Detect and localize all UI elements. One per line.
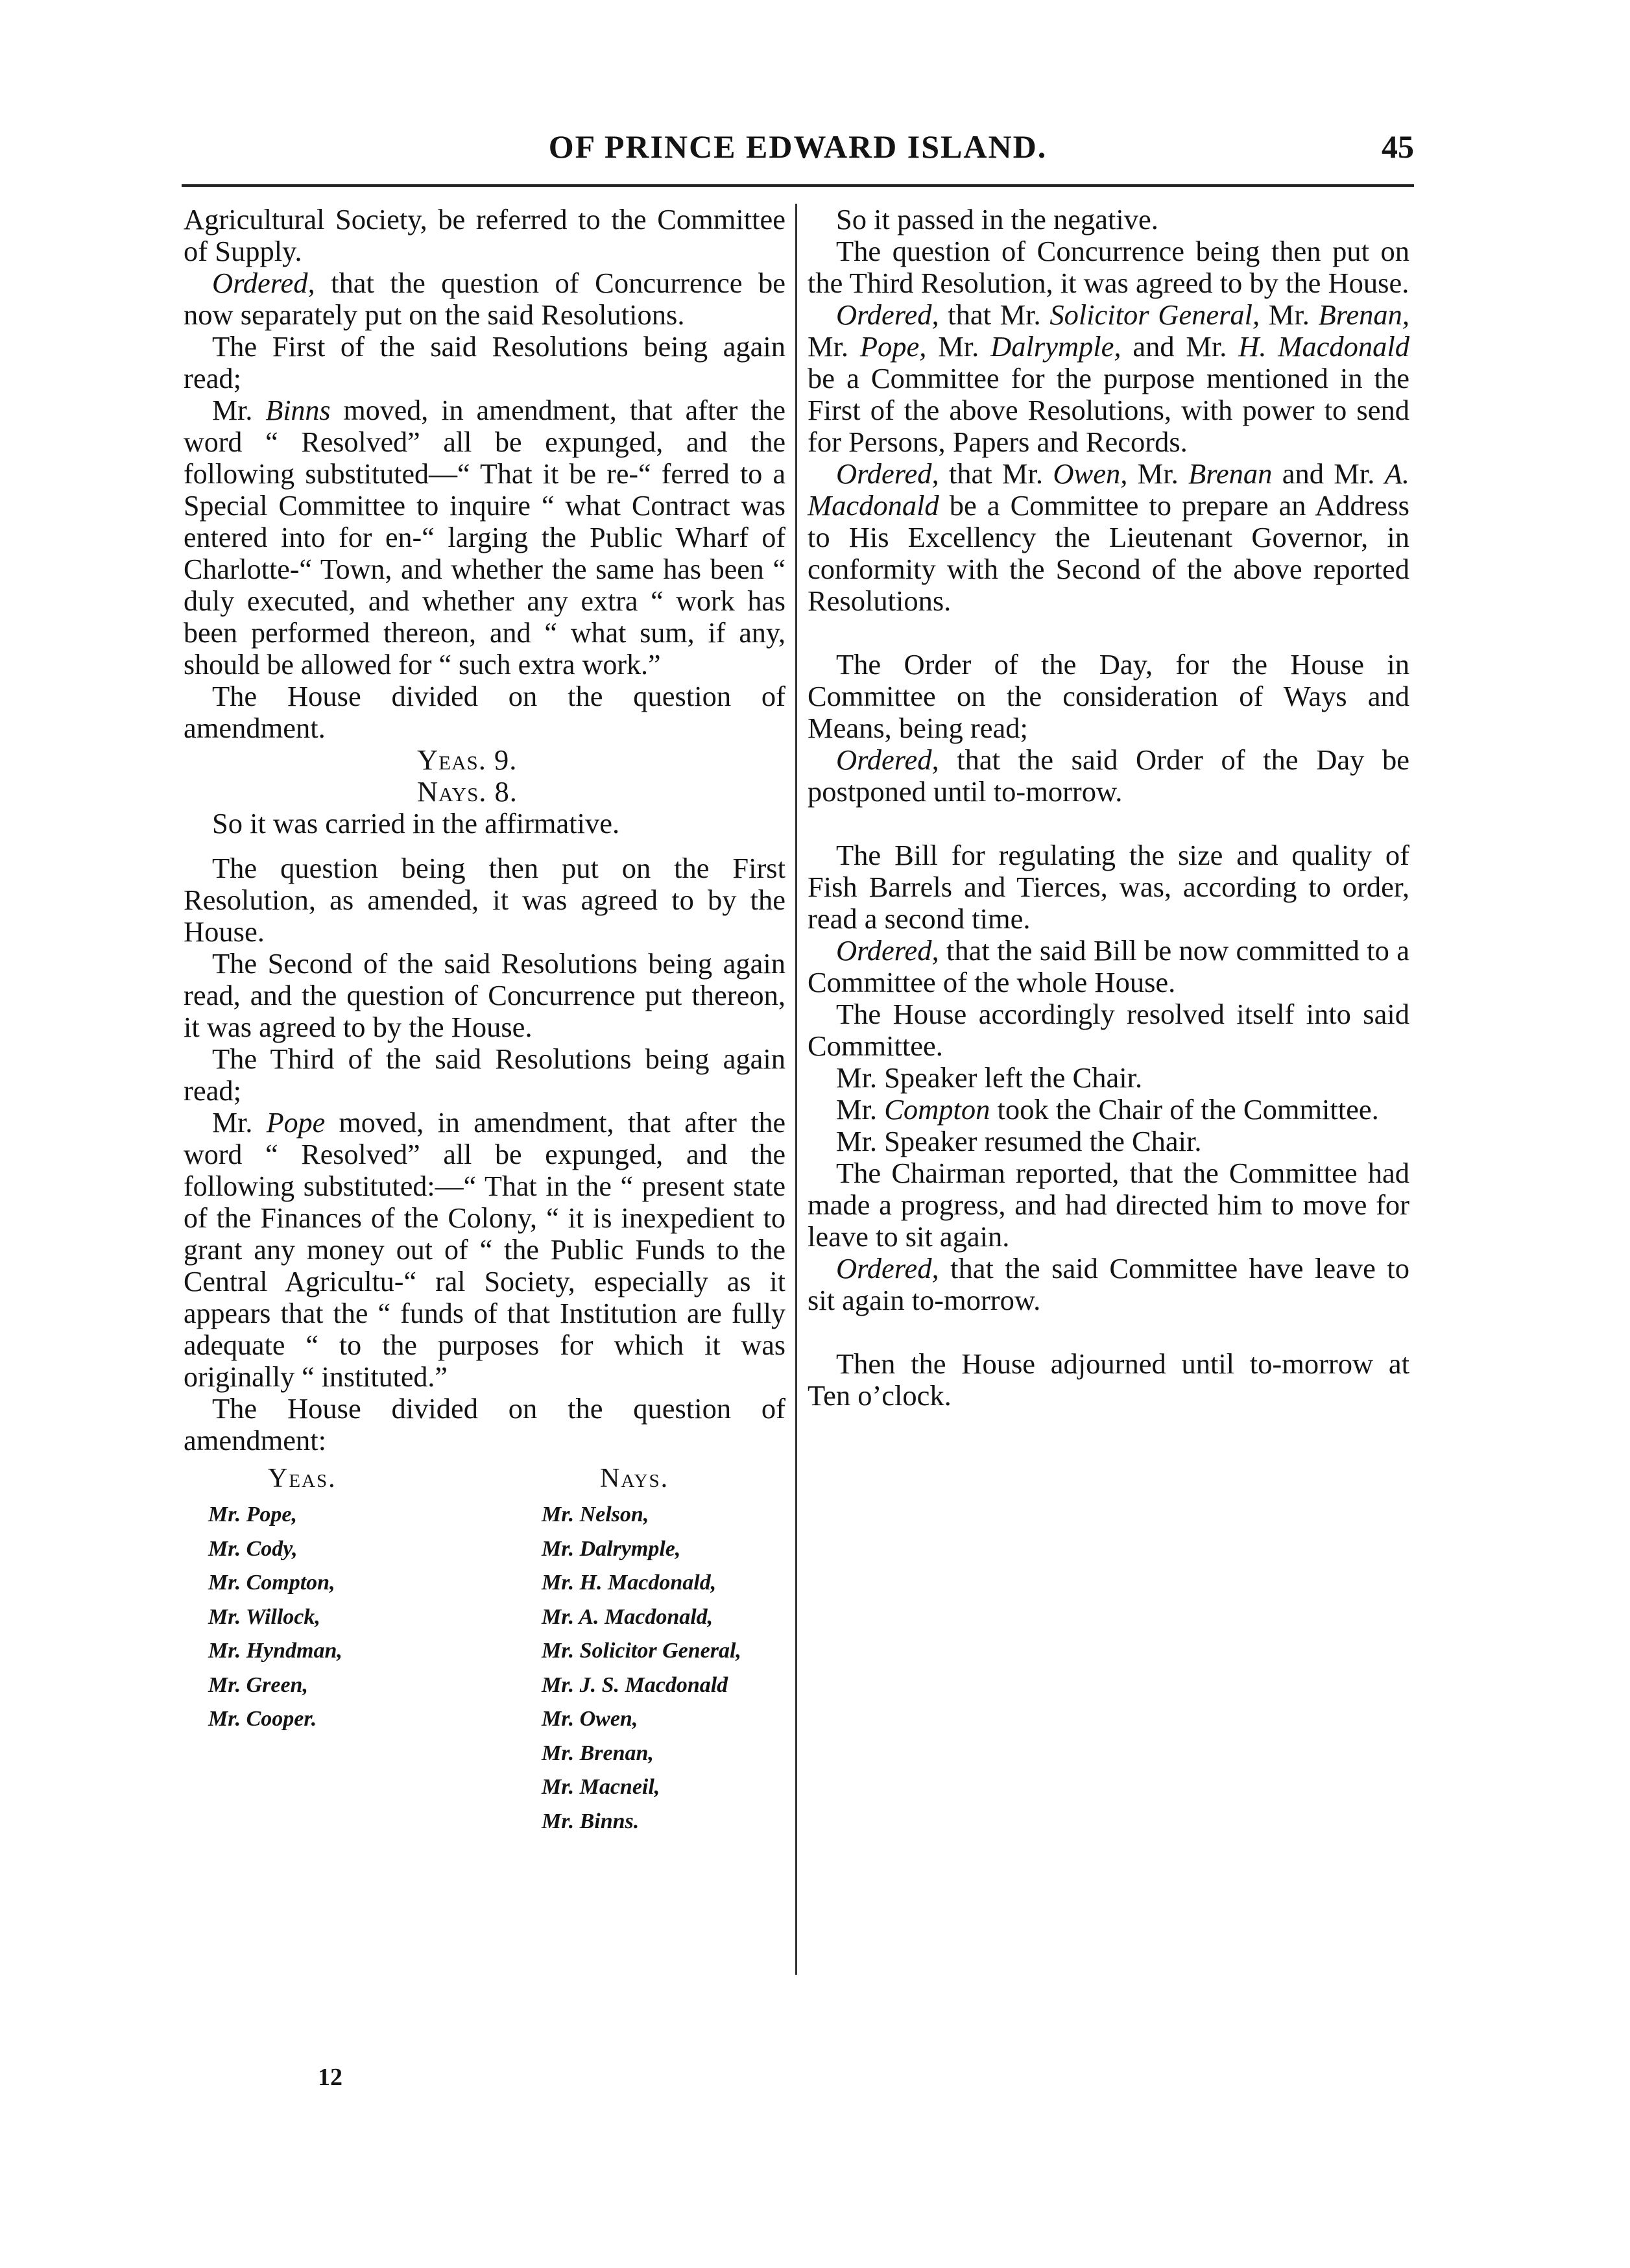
page-title: OF PRINCE EDWARD ISLAND. (548, 128, 1048, 165)
page-number: 45 (1382, 128, 1414, 165)
emphasis: Ordered, (836, 298, 939, 331)
paragraph: Agricultural Society, be referred to the Committee of Supply. (184, 203, 785, 267)
list-item: Mr. Binns. (542, 1809, 640, 1833)
list-item: Mr. Compton, (208, 1571, 335, 1595)
paragraph: The Chairman reported, that the Committee had made a progress, and had directed him to move for leave to sit again. (808, 1157, 1409, 1253)
paragraph: Mr. Speaker left the Chair. (836, 1061, 1143, 1094)
paragraph: So it passed in the negative. (836, 203, 1158, 235)
yeas-count: Yeas. 9. (417, 743, 518, 776)
member-name: Owen, (1053, 457, 1128, 490)
list-item: Mr. Dalrymple, (542, 1536, 681, 1561)
nays-heading: Nays. (600, 1464, 669, 1493)
division-list (184, 1459, 785, 1833)
paragraph: The House divided on the question of amendment: (184, 1392, 785, 1456)
right-column (808, 204, 1409, 1412)
nays-count: Nays. 8. (417, 775, 518, 808)
paragraph: Ordered, that the said Bill be now committed to a Committee of the whole House. (808, 934, 1409, 998)
member-name: Brenan (1188, 457, 1273, 490)
member-name: Solicitor General, (1049, 298, 1260, 331)
emphasis: Ordered, (836, 1252, 939, 1285)
list-item: Mr. J. S. Macdonald (542, 1672, 728, 1697)
list-item: Mr. Owen, (542, 1707, 638, 1731)
paragraph: Ordered, that the question of Concurrence be now separately put on the said Resolutions. (184, 267, 785, 331)
list-item: Mr. Pope, (208, 1502, 297, 1526)
emphasis: Ordered, (836, 743, 939, 776)
list-item: Mr. H. Macdonald, (542, 1571, 717, 1595)
paragraph: The Order of the Day, for the House in Committee on the consideration of Ways and Means, being read; (808, 648, 1409, 744)
header-rule (182, 184, 1414, 187)
member-name: Binns (265, 394, 331, 426)
nays-list (542, 1459, 788, 1839)
list-item: Mr. Cody, (208, 1536, 298, 1561)
list-item: Mr. Cooper. (208, 1707, 317, 1731)
member-name: Dalrymple, (990, 330, 1121, 363)
paragraph: The question being then put on the First Resolution, as amended, it was agreed to by the House. (184, 852, 785, 948)
list-item: Mr. Macneil, (542, 1775, 660, 1799)
signature-mark: 12 (318, 2064, 342, 2091)
paragraph: Ordered, that Mr. Owen, Mr. Brenan and Mr. A. Macdonald be a Committee to prepare an Address to His Excellency the Lieutenant Governor, in conformity with the Second of the above reported Resolutions. (808, 457, 1409, 617)
paragraph: Ordered, that the said Committee have leave to sit again to-morrow. (808, 1252, 1409, 1316)
emphasis: Ordered, (836, 457, 939, 490)
emphasis: Ordered, (212, 267, 315, 299)
left-column (184, 203, 785, 1833)
member-name: H. Macdonald (1238, 330, 1409, 363)
list-item: Mr. Willock, (208, 1604, 320, 1629)
yeas-list (208, 1459, 455, 1737)
paragraph: Mr. Binns moved, in amendment, that after the word “ Resolved” all be expunged, and the following substituted—“ That it be re-“ ferred to a Special Committee to inquire “ what Contract was entered into for en-“ larging the Public Wharf of Charlotte-“ Town, and whether the same has been “ duly executed, and whether any extra “ work has been performed thereon, and “ what sum, if any, should be allowed for “ such extra work.” (184, 394, 785, 681)
list-item: Mr. Green, (208, 1672, 308, 1697)
paragraph: Ordered, that Mr. Solicitor General, Mr. Brenan, Mr. Pope, Mr. Dalrymple, and Mr. H. Macdonald be a Committee for the purpose mentioned in the First of the above Resolutions, with power to send for Persons, Papers and Records. (808, 298, 1409, 458)
list-item: Mr. A. Macdonald, (542, 1604, 713, 1629)
member-name: A. Macdonald (808, 457, 1409, 522)
member-name: Pope, (859, 330, 927, 363)
yeas-heading: Yeas. (268, 1464, 337, 1493)
paragraph: The House divided on the question of amendment. (184, 680, 785, 744)
paragraph: The First of the said Resolutions being again read; (184, 330, 785, 394)
paragraph: The Third of the said Resolutions being again read; (184, 1043, 785, 1107)
list-item: Mr. Nelson, (542, 1502, 649, 1526)
paragraph: Ordered, that the said Order of the Day be postponed until to-morrow. (808, 743, 1409, 808)
member-name: Brenan, (1318, 298, 1409, 331)
paragraph: The Bill for regulating the size and quality of Fish Barrels and Tierces, was, according to order, read a second time. (808, 839, 1409, 935)
list-item: Mr. Solicitor General, (542, 1639, 741, 1663)
list-item: Mr. Brenan, (542, 1741, 654, 1765)
paragraph: The question of Concurrence being then put on the Third Resolution, it was agreed to by the House. (808, 235, 1409, 299)
emphasis: Ordered, (836, 934, 939, 967)
member-name: Pope (266, 1107, 326, 1139)
paragraph: Mr. Compton took the Chair of the Committee. (836, 1093, 1379, 1126)
paragraph: Then the House adjourned until to-morrow at Ten o’clock. (808, 1347, 1409, 1412)
paragraph: Mr. Speaker resumed the Chair. (836, 1125, 1202, 1157)
column-divider (795, 204, 797, 1975)
paragraph: The Second of the said Resolutions being again read, and the question of Concurrence put thereon, it was agreed to by the House. (184, 947, 785, 1043)
running-head (182, 121, 1414, 173)
paragraph: So it was carried in the affirmative. (212, 807, 620, 839)
member-name: Compton (884, 1093, 990, 1126)
paragraph: Mr. Pope moved, in amendment, that after the word “ Resolved” all be expunged, and the following substituted:—“ That in the “ present state of the Finances of the Colony, “ it is inexpedient to grant any money out of “ the Public Funds to the Central Agricultu-“ ral Society, especially as it appears that the “ funds of that Institution are fully adequate “ to the purposes for which it was originally “ instituted.” (184, 1107, 785, 1393)
paragraph: The House accordingly resolved itself into said Committee. (808, 998, 1409, 1062)
list-item: Mr. Hyndman, (208, 1639, 342, 1663)
